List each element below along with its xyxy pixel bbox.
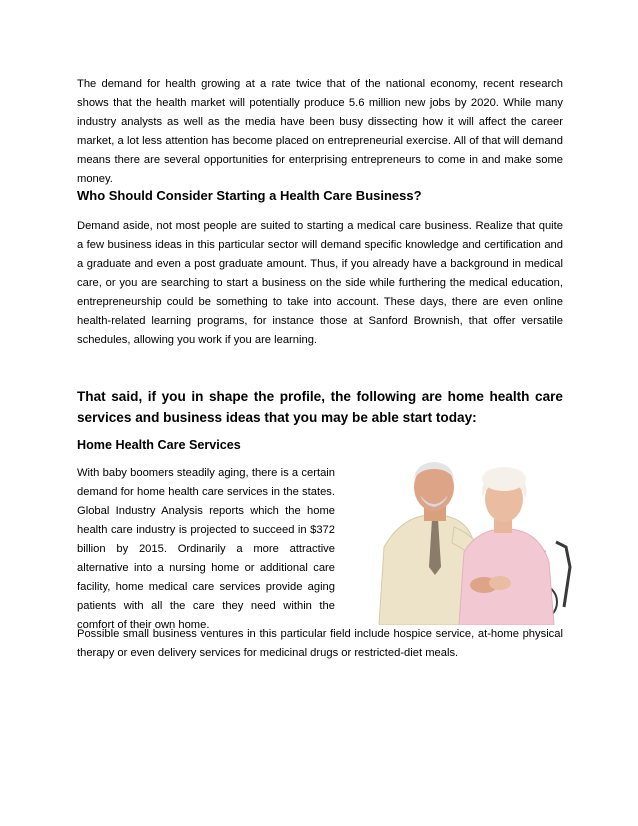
demand-aside-paragraph: Demand aside, not most people are suited to starting a medical care business. Realize that quite a few business ideas in this particular sector will demand specific knowledge and certification and a graduate and even a post graduate amount. Thus, if you already have a background in medical care, or you are searching to start a business on the side while furthering the medical education, entrepreneurship could be something to take into account. These days, there are even online health-related learning programs, for instance those at Sanford Brownish, that offer versatile schedules, allowing you work if you are learning.	[77, 220, 563, 346]
heading-that-said: That said, if you in shape the profile, the following are home health care services and business ideas that you may be able start today:	[77, 389, 563, 425]
intro-paragraph: The demand for health growing at a rate twice that of the national economy, recent research shows that the health market will potentially produce 5.6 million new jobs by 2020. While many industry analysts as well as the media have been busy dissecting how it will affect the career market, a lot less attention has become placed on entrepreneurial exercise. All of that will demand means there are several opportunities for enterprising entrepreneurs to come in and make some money.	[77, 78, 563, 185]
elderly-couple-photo	[344, 457, 576, 625]
elderly-couple-illustration	[344, 457, 576, 625]
possible-ventures-paragraph: Possible small business ventures in this particular field include hospice service, at-home physical therapy or even delivery services for medicinal drugs or restricted-diet meals.	[77, 628, 563, 659]
home-health-paragraph: With baby boomers steadily aging, there is a certain demand for home health care services in the states. Global Industry Analysis reports which the home health care industry is projected to succeed in $372 billion by 2015. Ordinarily a more attractive alternative into a nursing home or additional care facility, home medical care services provide aging patients with all the care they need within the comfort of their own home.	[77, 467, 335, 631]
heading-home-health-care: Home Health Care Services	[77, 438, 241, 452]
heading-who-should-start: Who Should Consider Starting a Health Care Business?	[77, 188, 422, 203]
